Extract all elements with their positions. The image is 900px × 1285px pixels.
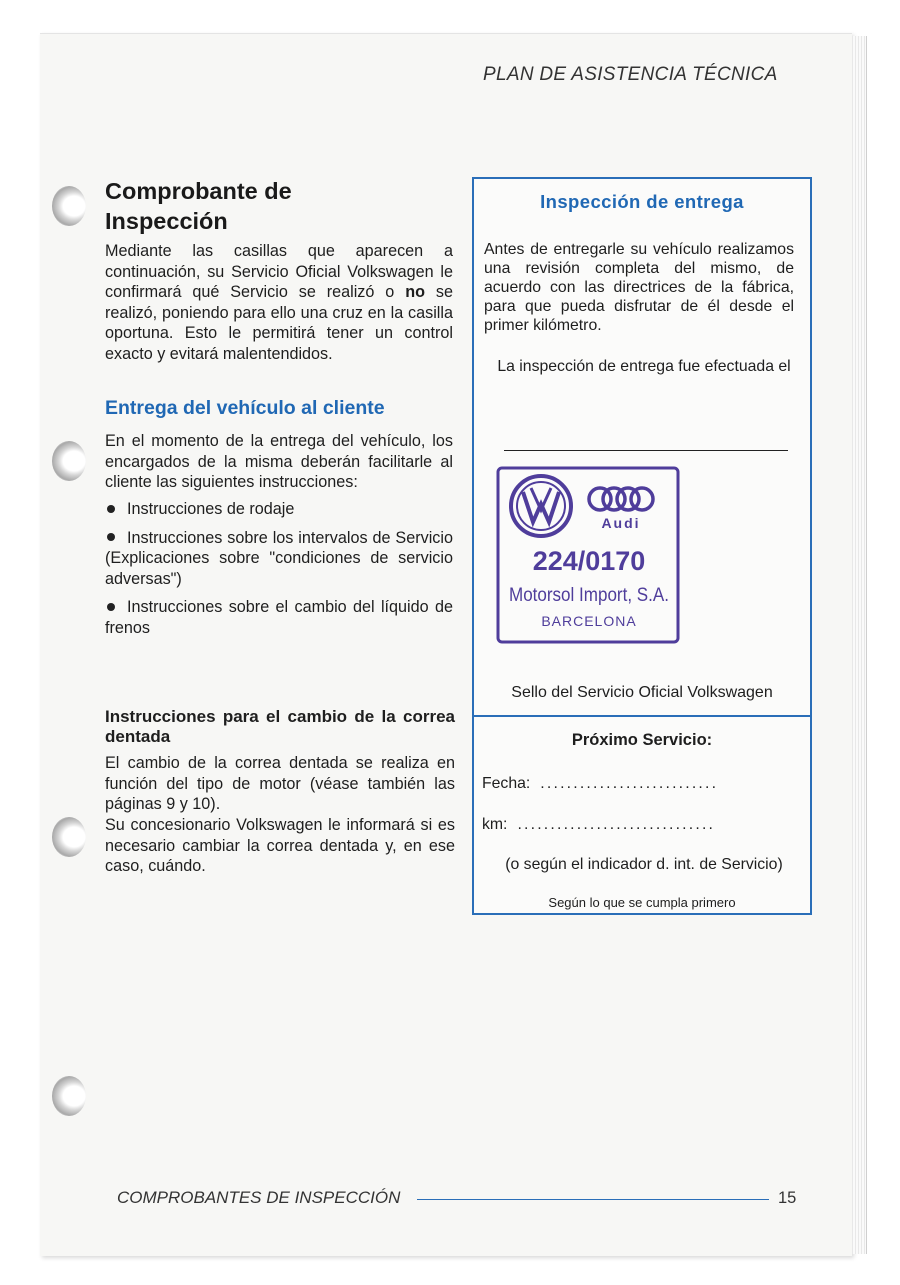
binder-ring-3 [52,817,86,857]
instruction-list [105,499,453,646]
delivery-paragraph: En el momento de la entrega del vehículo, los encargados de la misma deberán facilitarle al cliente las siguientes instrucciones: [105,432,453,491]
intro-paragraph: Mediante las casillas que aparecen a continuación, su Servicio Oficial Volkswagen le confirmará qué Servicio se realizó o no se realizó, poniendo para ello una cruz en la casilla oportuna. Esto le permitirá tener un control exacto y evitará malentendidos. [105,242,453,363]
bullet-icon [107,505,115,513]
binder-ring-2 [52,441,86,481]
intro-bold-word: no [405,283,425,301]
page-edge [852,36,867,1254]
next-service-small-note: Según lo que se cumpla primero [548,895,736,910]
page-header: PLAN DE ASISTENCIA TÉCNICA [483,64,778,85]
stamp-city: BARCELONA [541,613,637,629]
list-item: Instrucciones sobre el cambio del líquido de frenos [105,598,453,637]
stamp-code: 224/0170 [532,546,646,576]
page-number: 15 [778,1189,797,1207]
timing-belt-paragraph-1: El cambio de la correa dentada se realiza en función del tipo de motor (véase también las páginas 9 y 10). [105,754,455,813]
dealer-stamp [496,466,682,646]
next-service-km-field: km: .............................. [482,816,716,833]
box-divider [474,715,810,717]
timing-belt-paragraph-2: Su concesionario Volkswagen le informará si es necesario cambiar la correa dentada y, en ese caso, cuándo. [105,816,455,875]
bullet-icon [107,533,115,541]
box-paragraph: Antes de entregarle su vehículo realizamos una revisión completa del mismo, de acuerdo con las directrices de la fábrica, para que pueda disfrutar de él desde el primer kilómetro. [484,241,794,334]
box-title: Inspección de entrega [540,191,744,212]
list-item: Instrucciones de rodaje [105,499,453,520]
section-title-delivery: Entrega del vehículo al cliente [105,397,385,419]
vw-logo-icon [511,476,571,536]
binder-ring-4 [52,1076,86,1116]
binder-ring-1 [52,186,86,226]
delivery-inspection-box [472,177,812,915]
delivery-date-label: La inspección de entrega fue efectuada el [497,358,791,375]
stamp-company: Motorsol Import, S.A. [509,585,669,606]
stamp-brand: Audi [601,515,641,531]
footer-rule [417,1199,769,1200]
next-service-note: (o según el indicador d. int. de Servicio) [505,856,783,873]
page-title: Comprobante de Inspección [105,178,292,234]
stamp-caption: Sello del Servicio Oficial Volkswagen [511,684,773,701]
footer-label: COMPROBANTES DE INSPECCIÓN [117,1188,401,1207]
delivery-date-line [504,450,788,451]
next-service-title: Próximo Servicio: [571,731,713,749]
audi-rings-icon [589,488,653,510]
section-title-timing-belt: Instrucciones para el cambio de la correa dentada [105,707,455,746]
next-service-date-field: Fecha: ........................... [482,775,719,792]
bullet-icon [107,603,115,611]
list-item: Instrucciones sobre los intervalos de Servicio (Explicaciones sobre "condiciones de servicio adversas") [105,528,453,588]
